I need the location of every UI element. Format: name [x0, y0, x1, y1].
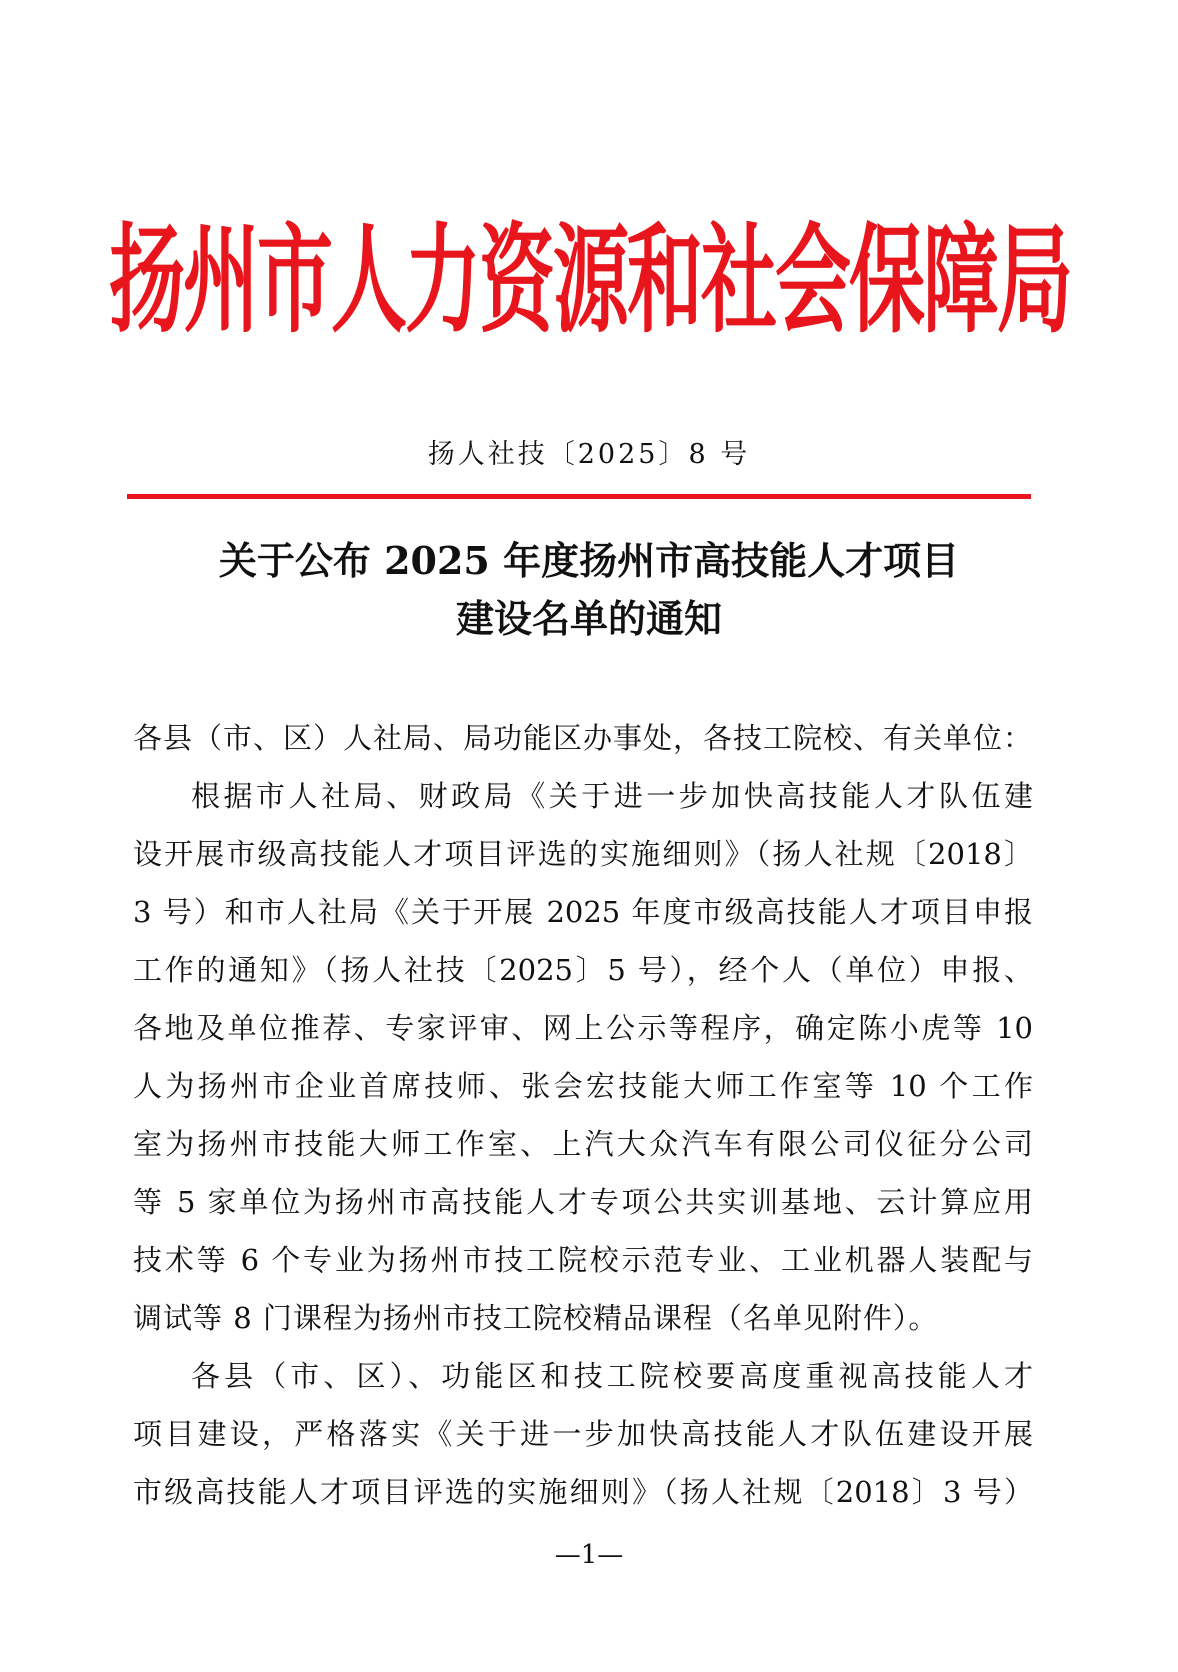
title-line: 建设名单的通知	[455, 596, 722, 641]
notice-title	[0, 532, 1178, 648]
masthead-text: 扬州市人力资源和社会保障局	[109, 210, 1071, 349]
paragraph-line: 技术等 6 个专业为扬州市技工院校示范专业、工业机器人装配与	[133, 1243, 1033, 1277]
paragraph-line: 人为扬州市企业首席技师、张会宏技能大师工作室等 10 个工作	[133, 1069, 1033, 1103]
red-divider-line	[127, 494, 1031, 499]
paragraph-line: 调试等 8 门课程为扬州市技工院校精品课程（名单见附件）。	[133, 1301, 939, 1335]
issuer-masthead	[109, 195, 1071, 349]
paragraph-line: 各县（市、区）、功能区和技工院校要高度重视高技能人才	[191, 1359, 1033, 1393]
paragraph-line: 室为扬州市技能大师工作室、上汽大众汽车有限公司仪征分公司	[133, 1127, 1033, 1161]
title-line: 关于公布 2025 年度扬州市高技能人才项目	[218, 538, 960, 583]
paragraph-line: 根据市人社局、财政局《关于进一步加快高技能人才队伍建	[191, 779, 1033, 813]
paragraph-line: 市级高技能人才项目评选的实施细则》（扬人社规〔2018〕3 号）	[133, 1475, 1033, 1509]
paragraph-line: 设开展市级高技能人才项目评选的实施细则》（扬人社规〔2018〕	[133, 837, 1033, 871]
notice-body	[133, 709, 1033, 1521]
paragraph-line: 等 5 家单位为扬州市高技能人才专项公共实训基地、云计算应用	[133, 1185, 1033, 1219]
salutation: 各县（市、区）人社局、局功能区办事处，各技工院校、有关单位：	[133, 721, 1034, 755]
page-number: —1—	[554, 1540, 624, 1570]
document-number: 扬人社技〔2025〕8 号	[427, 439, 751, 470]
paragraph-line: 各地及单位推荐、专家评审、网上公示等程序，确定陈小虎等 10	[133, 1011, 1033, 1045]
paragraph-line: 项目建设，严格落实《关于进一步加快高技能人才队伍建设开展	[133, 1417, 1033, 1451]
paragraph-line: 工作的通知》（扬人社技〔2025〕5 号），经个人（单位）申报、	[133, 953, 1033, 987]
paragraph-line: 3 号）和市人社局《关于开展 2025 年度市级高技能人才项目申报	[133, 895, 1033, 929]
